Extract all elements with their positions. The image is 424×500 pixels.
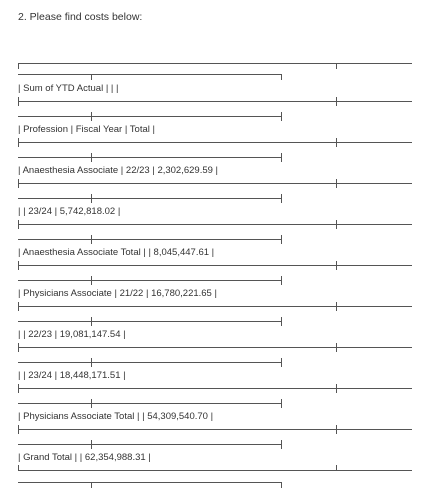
table-row: | | 23/24 | 5,742,818.02 | <box>18 206 121 217</box>
intro-text: 2. Please find costs below: <box>18 11 143 23</box>
table-row: | Profession | Fiscal Year | Total | <box>18 124 155 135</box>
table-row: | | 22/23 | 19,081,147.54 | <box>18 329 126 340</box>
table-row: | Physicians Associate | 21/22 | 16,780,221.65 | <box>18 288 217 299</box>
table-row: | Physicians Associate Total | | 54,309,540.70 | <box>18 411 214 422</box>
table-row: | Grand Total | | 62,354,988.31 | <box>18 452 151 463</box>
table-row: | Sum of YTD Actual | | | <box>18 83 119 94</box>
table-row: | Anaesthesia Associate Total | | 8,045,447.61 | <box>18 247 215 258</box>
table-row: | | 23/24 | 18,448,171.51 | <box>18 370 126 381</box>
table-row: | Anaesthesia Associate | 22/23 | 2,302,629.59 | <box>18 165 219 176</box>
